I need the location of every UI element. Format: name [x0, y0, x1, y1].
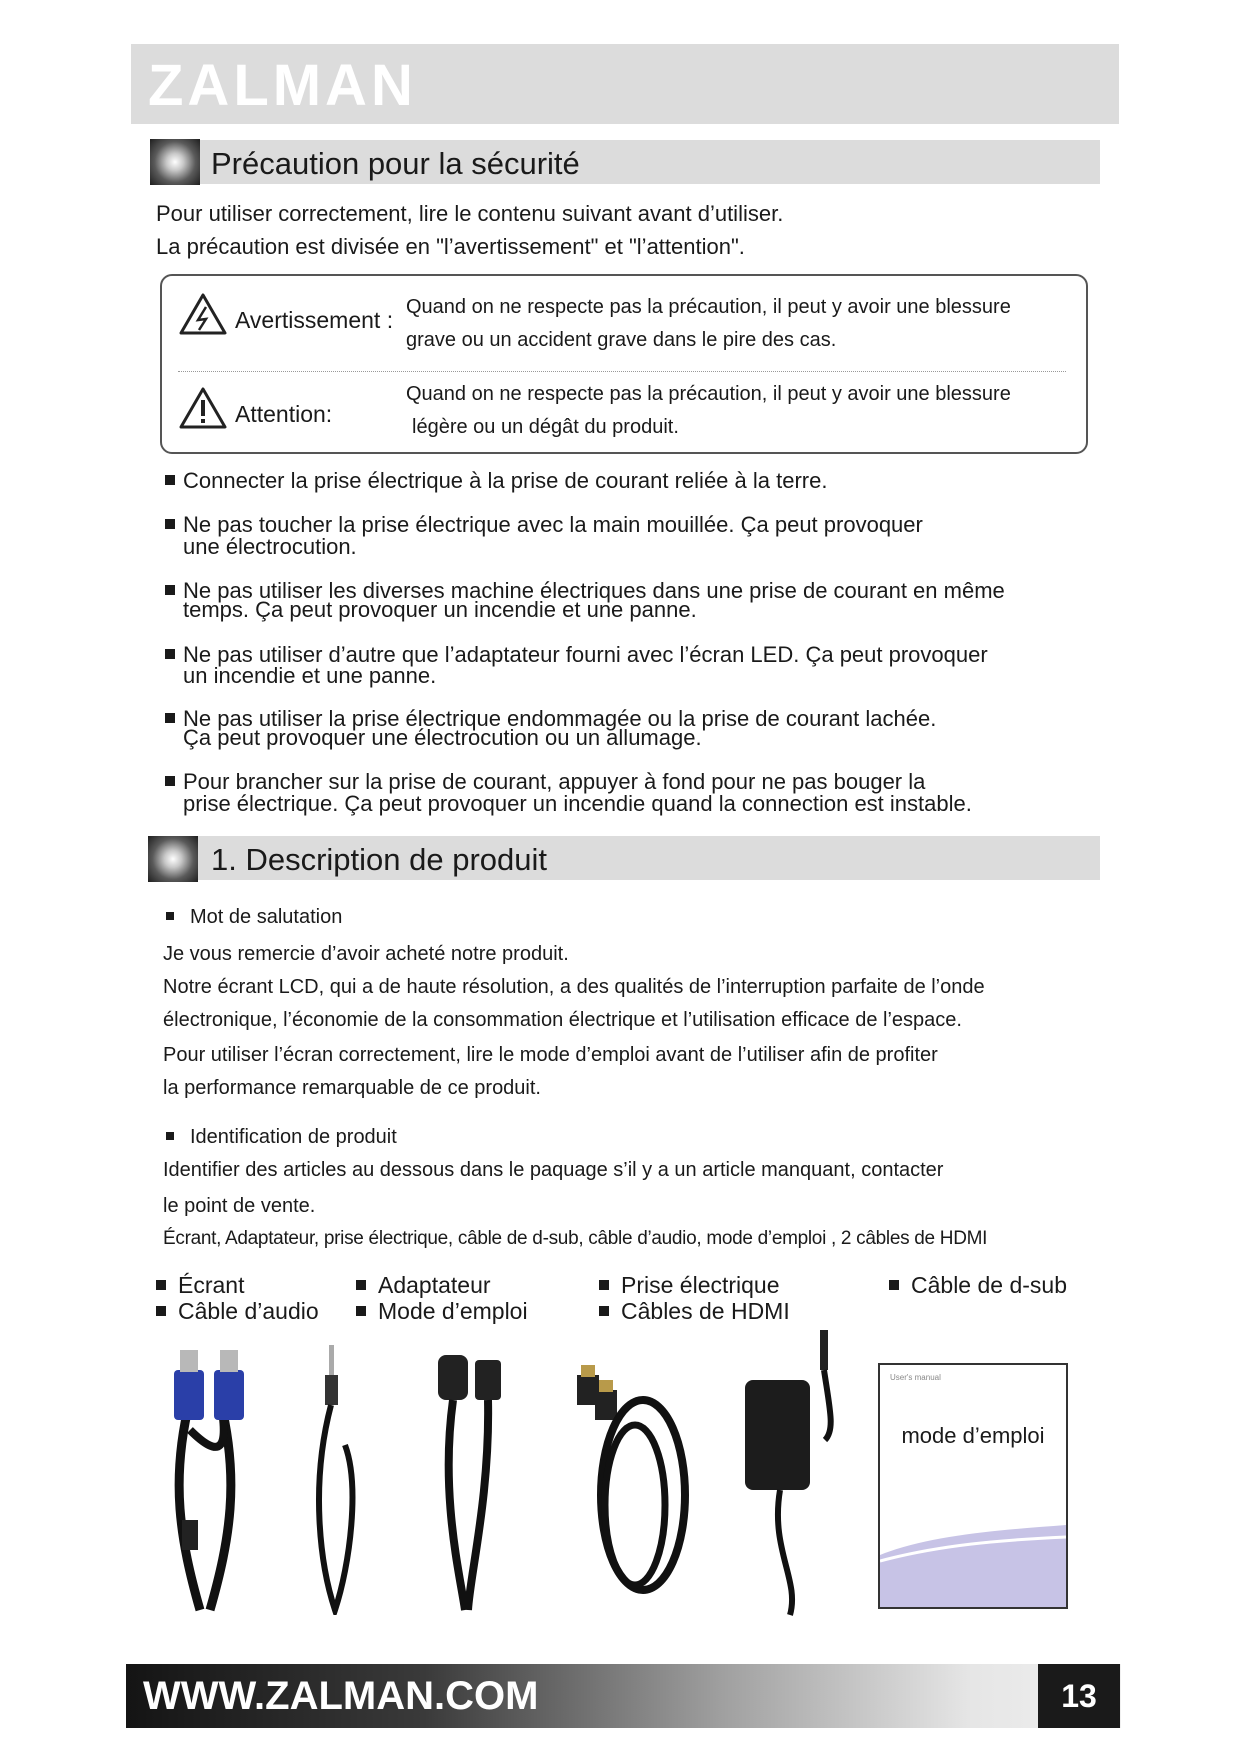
square-bullet-icon	[165, 776, 175, 786]
section-bullet-icon	[148, 836, 198, 882]
intro-line: Pour utiliser correctement, lire le contenu suivant avant d’utiliser.	[156, 201, 784, 226]
warning-text-line: grave ou un accident grave dans le pire des cas.	[406, 329, 837, 351]
square-bullet-icon	[156, 1306, 166, 1316]
greeting-line: Pour utiliser l’écran correctement, lire le mode d’emploi avant de l’utiliser afin de profiter	[163, 1044, 938, 1066]
ident-line: Écrant, Adaptateur, prise électrique, câble de d-sub, câble d’audio, mode d’emploi , 2 câbles de HDMI	[163, 1228, 988, 1249]
safety-bullet-cont: prise électrique. Ça peut provoquer un incendie quand la connection est instable.	[183, 791, 972, 816]
item-hdmi: Câbles de HDMI	[599, 1298, 790, 1324]
page-number: 13	[1038, 1664, 1120, 1728]
warning-label: Avertissement :	[235, 307, 394, 333]
zalman-logo: ZALMAN	[148, 53, 417, 118]
caution-label: Attention:	[235, 401, 333, 427]
safety-bullet-cont: un incendie et une panne.	[183, 663, 437, 688]
footer-url: WWW.ZALMAN.COM	[143, 1674, 539, 1718]
square-bullet-icon	[166, 1132, 174, 1140]
item-adaptateur: Adaptateur	[356, 1272, 491, 1298]
greeting-line: électronique, l’économie de la consommation électrique et l’utilisation efficace de l’espace.	[163, 1009, 962, 1031]
safety-bullet: Ne pas utiliser la prise électrique endommagée ou la prise de courant lachée.	[165, 708, 936, 730]
item-mode-emploi: Mode d’emploi	[356, 1298, 528, 1324]
intro-line: La précaution est divisée en "l’avertissement" et "l’attention".	[156, 234, 745, 259]
square-bullet-icon	[165, 713, 175, 723]
dsub-cable-image	[160, 1340, 280, 1620]
safety-bullet: Ne pas utiliser d’autre que l’adaptateur fourni avec l’écran LED. Ça peut provoquer	[165, 644, 988, 666]
square-bullet-icon	[356, 1306, 366, 1316]
square-bullet-icon	[165, 475, 175, 485]
adapter-image	[740, 1330, 850, 1620]
safety-bullet: Ne pas toucher la prise électrique avec la main mouillée. Ça peut provoquer	[165, 514, 923, 536]
divider	[178, 371, 1066, 372]
square-bullet-icon	[889, 1280, 899, 1290]
item-prise: Prise électrique	[599, 1272, 780, 1298]
safety-bullet: Pour brancher sur la prise de courant, appuyer à fond pour ne pas bouger la	[165, 771, 925, 793]
safety-bullet-cont: temps. Ça peut provoquer un incendie et une panne.	[183, 597, 697, 622]
safety-bullet-cont: Ça peut provoquer une électrocution ou un allumage.	[183, 725, 702, 750]
item-dsub: Câble de d-sub	[889, 1272, 1067, 1298]
square-bullet-icon	[599, 1280, 609, 1290]
ident-line: Identifier des articles au dessous dans le paquage s’il y a un article manquant, contacter	[163, 1159, 944, 1181]
square-bullet-icon	[166, 912, 174, 920]
caution-text-line: légère ou un dégât du produit.	[412, 416, 679, 438]
greeting-line: Notre écrant LCD, qui a de haute résolution, a des qualités de l’interruption parfaite de l’onde	[163, 976, 985, 998]
square-bullet-icon	[165, 585, 175, 595]
safety-bullet: Connecter la prise électrique à la prise de courant reliée à la terre.	[165, 470, 827, 492]
item-ecran: Écrant	[156, 1272, 244, 1298]
manual-cover-text: User's manual	[890, 1373, 941, 1382]
audio-cable-image	[305, 1345, 375, 1615]
square-bullet-icon	[356, 1280, 366, 1290]
caution-text-line: Quand on ne respecte pas la précaution, il peut y avoir une blessure	[406, 383, 1011, 405]
manual-wave-graphic	[880, 1515, 1066, 1607]
section-bullet-icon	[150, 139, 200, 185]
ident-line: le point de vente.	[163, 1195, 316, 1217]
section-title-safety: Précaution pour la sécurité	[211, 146, 580, 181]
subheading-greeting: Mot de salutation	[166, 904, 342, 930]
subheading-identification: Identification de produit	[166, 1124, 397, 1150]
item-audio: Câble d’audio	[156, 1298, 319, 1324]
square-bullet-icon	[156, 1280, 166, 1290]
square-bullet-icon	[165, 649, 175, 659]
manual-booklet-image	[878, 1363, 1068, 1609]
section-title-description: 1. Description de produit	[211, 842, 548, 877]
safety-bullet-cont: une électrocution.	[183, 534, 357, 559]
caution-icon	[178, 386, 228, 430]
manual-label: mode d’emploi	[901, 1423, 1045, 1448]
square-bullet-icon	[599, 1306, 609, 1316]
greeting-line: Je vous remercie d’avoir acheté notre produit.	[163, 943, 569, 965]
greeting-line: la performance remarquable de ce produit.	[163, 1077, 541, 1099]
power-cable-image	[420, 1345, 520, 1615]
square-bullet-icon	[165, 519, 175, 529]
hdmi-cable-image	[565, 1345, 695, 1605]
safety-bullet: Ne pas utiliser les diverses machine électriques dans une prise de courant en même	[165, 580, 1005, 602]
warning-text-line: Quand on ne respecte pas la précaution, il peut y avoir une blessure	[406, 296, 1011, 318]
electric-warning-icon	[178, 292, 228, 336]
